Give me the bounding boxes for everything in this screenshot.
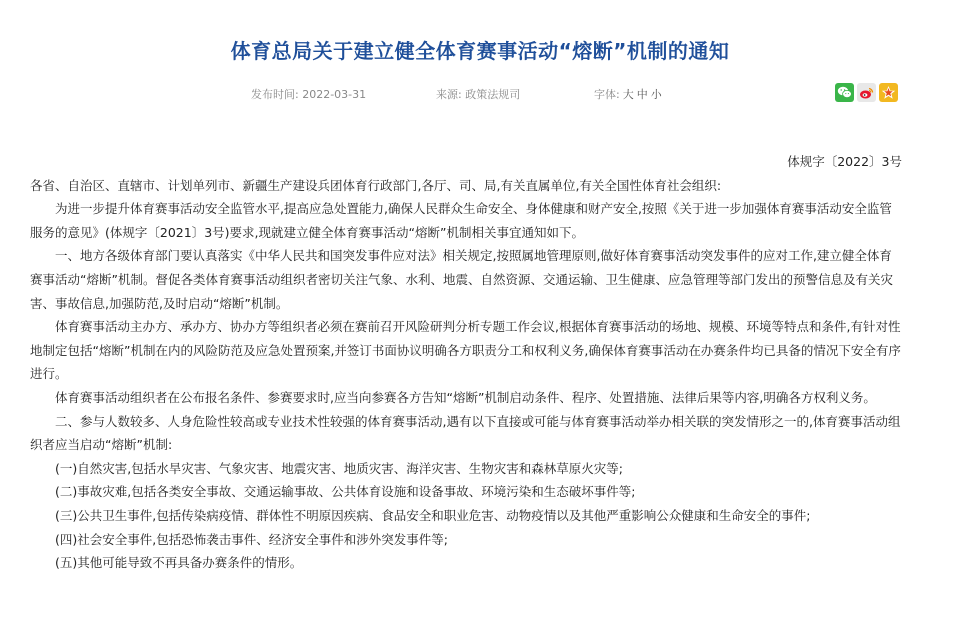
- list-item-other: (五)其他可能导致不再具备办赛条件的情形。: [55, 555, 303, 571]
- share-toolbar: [835, 83, 898, 102]
- paragraph-notice: 体育赛事活动组织者在公布报名条件、参赛要求时,应当向参赛各方告知“熔断”机制启动条件、程序、处置措施、法律后果等内容,明确各方权利义务。: [55, 389, 876, 405]
- font-size-medium[interactable]: 中: [636, 88, 648, 101]
- wechat-icon[interactable]: [835, 83, 854, 102]
- list-item-natural-disaster: (一)自然灾害,包括水旱灾害、气象灾害、地震灾害、地质灾害、海洋灾害、生物灾害和森林草原火灾等;: [55, 460, 623, 476]
- addressee: 各省、自治区、直辖市、计划单列市、新疆生产建设兵团体育行政部门,各厅、司、局,有关直属单位,有关全国性体育社会组织:: [30, 177, 722, 193]
- list-item-social-security: (四)社会安全事件,包括恐怖袭击事件、经济安全事件和涉外突发事件等;: [55, 531, 448, 547]
- weibo-icon[interactable]: [857, 83, 876, 102]
- list-item-accident: (二)事故灾难,包括各类安全事故、交通运输事故、公共体育设施和设备事故、环境污染和生态破坏事件等;: [55, 484, 636, 500]
- article-meta: [0, 86, 960, 102]
- document-number: 体规字〔2022〕3号: [787, 154, 902, 169]
- font-size-large[interactable]: 大: [622, 88, 634, 101]
- font-size-selector: [594, 86, 662, 102]
- source-label: 来源:: [436, 88, 462, 101]
- font-size-small[interactable]: 小: [650, 88, 662, 101]
- paragraph-section-2: 二、参与人数较多、人身危险性较高或专业技术性较强的体育赛事活动,遇有以下直接或可能与体育赛事活动举办相关联的突发情形之一的,体育赛事活动组织者应当启动“熔断”机制:: [30, 413, 901, 453]
- paragraph-organizers: 体育赛事活动主办方、承办方、协办方等组织者必须在赛前召开风险研判分析专题工作会议,根据体育赛事活动的场地、规模、环境等特点和条件,有针对性地制定包括“熔断”机制在内的风险防范及应急处置预案,并签订书面协议明确各方职责分工和权利义务,确保体育赛事活动在办赛条件均已具备的情况下安全有序进行。: [30, 319, 901, 382]
- publish-info: [251, 86, 366, 102]
- paragraph-intro: 为进一步提升体育赛事活动安全监管水平,提高应急处置能力,确保人民群众生命安全、身体健康和财产安全,按照《关于进一步加强体育赛事活动安全监管服务的意见》(体规字〔2021〕3号)要求,现就建立健全体育赛事活动“熔断”机制相关事宜通知如下。: [30, 201, 892, 240]
- publish-date: 2022-03-31: [302, 88, 367, 101]
- article-body: [30, 150, 902, 575]
- publish-label: 发布时间:: [251, 88, 299, 101]
- list-item-public-health: (三)公共卫生事件,包括传染病疫情、群体性不明原因疾病、食品安全和职业危害、动物疫情以及其他严重影响公众健康和生命安全的事件;: [55, 507, 811, 523]
- favorite-icon[interactable]: [879, 83, 898, 102]
- article-title: 体育总局关于建立健全体育赛事活动“熔断”机制的通知: [230, 39, 730, 64]
- source-name: 政策法规司: [465, 88, 521, 101]
- paragraph-section-1: 一、地方各级体育部门要认真落实《中华人民共和国突发事件应对法》相关规定,按照属地管理原则,做好体育赛事活动突发事件的应对工作,建立健全体育赛事活动“熔断”机制。督促各类体育赛事活动组织者密切关注气象、水利、地震、自然资源、交通运输、卫生健康、应急管理等部门发出的预警信息及有关灾害、事故信息,加强防范,及时启动“熔断”机制。: [30, 248, 893, 311]
- source-info: [436, 86, 520, 102]
- font-size-label: 字体:: [594, 88, 620, 101]
